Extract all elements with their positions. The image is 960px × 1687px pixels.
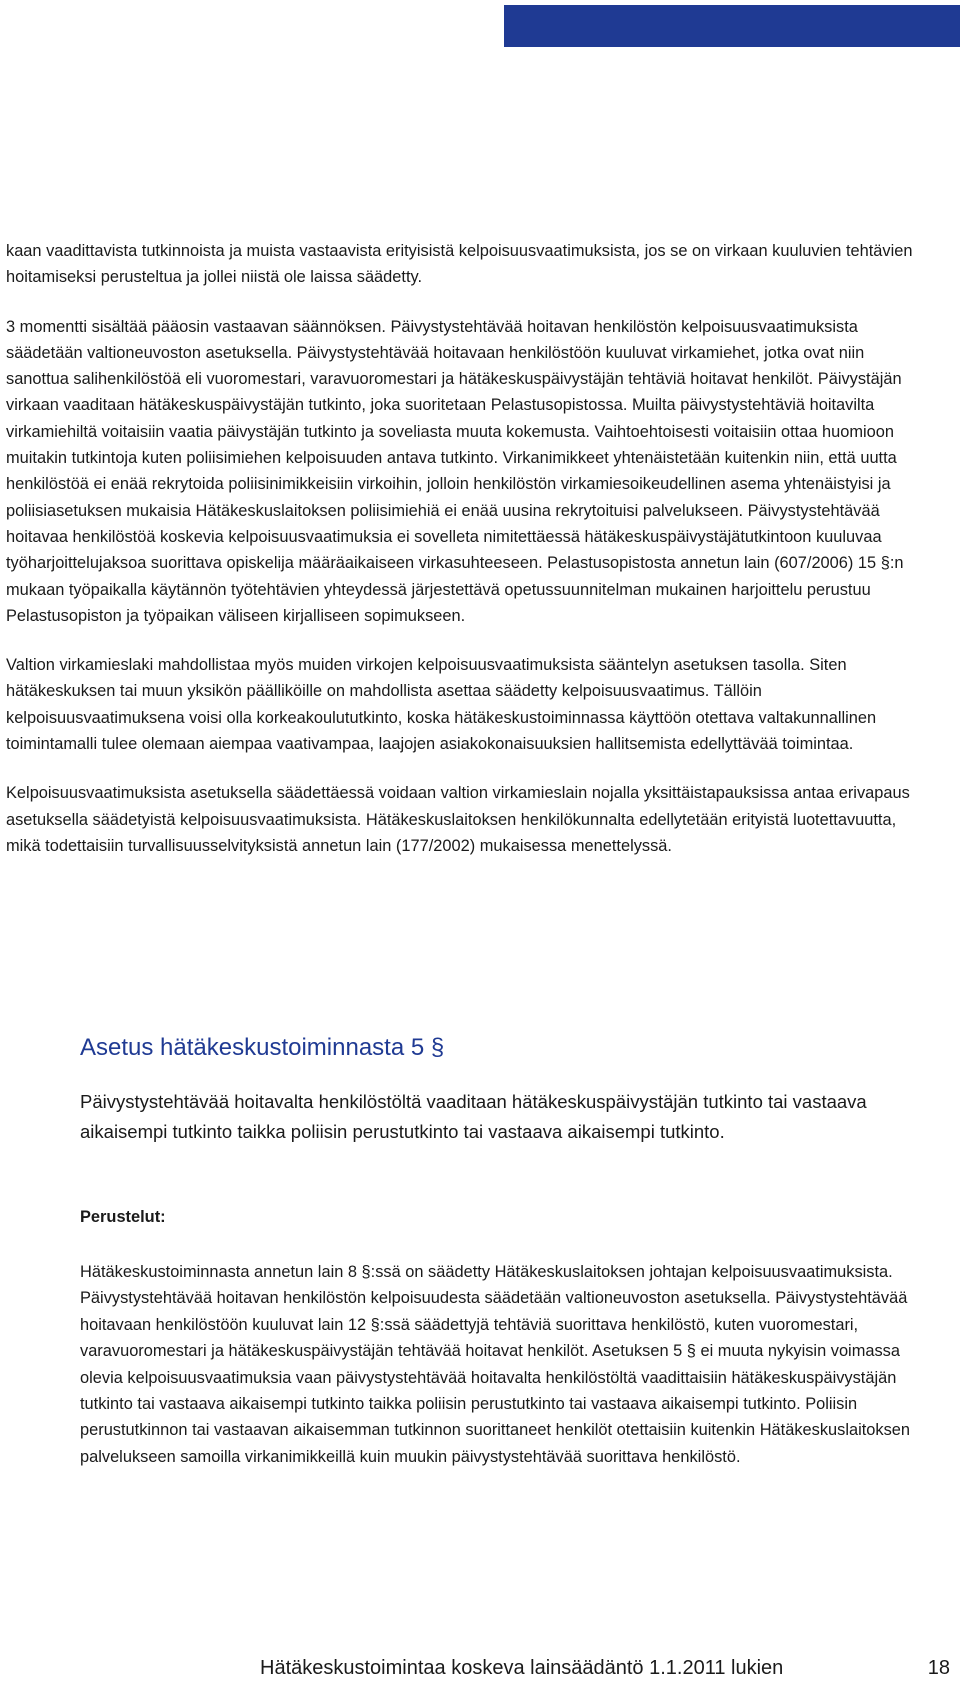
- perustelut-label: Perustelut:: [80, 1208, 166, 1226]
- page-footer: [260, 1650, 950, 1687]
- body-text-section: [6, 238, 926, 882]
- header-color-bar: [504, 5, 960, 47]
- asetus-section: [80, 1033, 926, 1470]
- perustelut-text: Hätäkeskustoiminnasta annetun lain 8 §:ssä on säädetty Hätäkeskuslaitoksen johtajan kelpoisuusvaatimuksista. Päivystystehtävää hoitavan henkilöstön kelpoisuudesta säädetään valtioneuvoston asetuksella. Päivystystehtävää hoitavaan henkilöstöön kuuluvat lain 12 §:ssä säädettyjä tehtäviä suorittava henkilöstö, kuten vuoromestari, varavuoromestari ja hätäkeskuspäivystäjän tehtävää hoitavat henkilöt. Asetuksen 5 § ei muuta nykyisin voimassa olevia kelpoisuusvaatimuksia vaan päivystystehtävää hoitavalta henkilöstöltä vaadittaisiin hätäkeskuspäivystäjän tutkinto tai vastaava aikaisempi tutkinto taikka poliisin perustutkinto tai vastaava aikaisempi tutkinto. Poliisin perustutkinnon tai vastaavan aikaisemman tutkinnon suorittaneet henkilöt otettaisiin kuitenkin Hätäkeskuslaitoksen palvelukseen samoilla virkanimikkeillä kuin muukin päivystystehtävää suorittava henkilöstö.: [80, 1263, 911, 1466]
- section-heading: Asetus hätäkeskustoiminnasta 5 §: [80, 1034, 445, 1061]
- paragraph-virkamieslaki: Valtion virkamieslaki mahdollistaa myös muiden virkojen kelpoisuusvaatimuksista sääntelyn asetuksen tasolla. Siten hätäkeskuksen tai muun yksikön päälliköille on mahdollista asettaa säädetty kelpoisuusvaatimus. Tällöin kelpoisuusvaatimuksena voisi olla korkeakoulututkinto, koska hätäkeskustoiminnassa käyttöön otettava valtakunnallinen toimintamalli tulee olemaan aiempaa vaativampaa, laajojen asiakokonaisuuksien hallitsemista edellyttävää toimintaa.: [6, 656, 877, 754]
- paragraph-moment-3: 3 momentti sisältää pääosin vastaavan säännöksen. Päivystystehtävää hoitavan henkilöstön kelpoisuusvaatimuksista säädetään valtioneuvoston asetuksella. Päivystystehtävää hoitavaan henkilöstöön kuuluvat virkamiehet, jotka ovat niin sanottua salihenkilöstöä eli vuoromestari, varavuoromestari ja hätäkeskuspäivystäjän tehtäviä hoitavat henkilöt. Päivystäjän virkaan vaaditaan hätäkeskuspäivystäjän tutkinto, joka suoritetaan Pelastusopistossa. Muilta päivystystehtäviä hoitavilta virkamiehiltä voitaisiin vaatia päivystäjän tutkinto ja soveliasta muuta kokemusta. Vaihtoehtoisesti voitaisiin ottaa huomioon muitakin tutkintoja kuten poliisimiehen kelpoisuuden antava tutkinto. Virkanimikkeet yhtenäistetään kuitenkin niin, että uutta henkilöstöä ei enää rekrytoida poliisinimikkeisiin virkoihin, jolloin henkilöstön virkamiesoikeudellinen asema yhtenäistyisi ja poliisiasetuksen mukaisia Hätäkeskuslaitoksen poliisimiehiä ei enää uusina rekrytoituisi palvelukseen. Päivystystehtävää hoitavaa henkilöstöä koskevia kelpoisuusvaatimuksia ei sovelleta nimitettäessä hätäkeskuspäivystäjätutkintoon kuuluvaa työharjoittelujaksoa suorittava opiskelija määräaikaiseen virkasuhteeseen. Pelastusopistosta annetun lain (607/2006) 15 §:n mukaan työpaikalla käytännön työtehtävien yhteydessä järjestettävä opetussuunnitelman mukainen harjoittelu perustuu Pelastusopiston ja työpaikan väliseen kirjalliseen sopimukseen.: [6, 317, 904, 625]
- footer-title: Hätäkeskustoimintaa koskeva lainsäädäntö 1.1.2011 lukien: [260, 1657, 784, 1679]
- section-lead-text: Päivystystehtävää hoitavalta henkilöstöltä vaaditaan hätäkeskuspäivystäjän tutkinto tai vastaava aikaisempi tutkinto taikka poliisin perustutkinto tai vastaava aikaisempi tutkinto.: [80, 1091, 867, 1142]
- paragraph-kelpoisuusvaatimukset: Kelpoisuusvaatimuksista asetuksella säädettäessä voidaan valtion virkamieslain nojalla yksittäistapauksissa antaa erivapaus asetuksella säädetyistä kelpoisuusvaatimuksista. Hätäkeskuslaitoksen henkilökunnalta edellytetään erityistä luotettavuutta, mikä todettaisiin turvallisuusselvityksistä annetun lain (177/2002) mukaisessa menettelyssä.: [6, 784, 910, 855]
- paragraph-continuation: kaan vaadittavista tutkinnoista ja muista vastaavista erityisistä kelpoisuusvaatimuksista, jos se on virkaan kuuluvien tehtävien hoitamiseksi perusteltua ja jollei niistä ole laissa säädetty.: [6, 242, 913, 287]
- page-number: 18: [927, 1657, 950, 1679]
